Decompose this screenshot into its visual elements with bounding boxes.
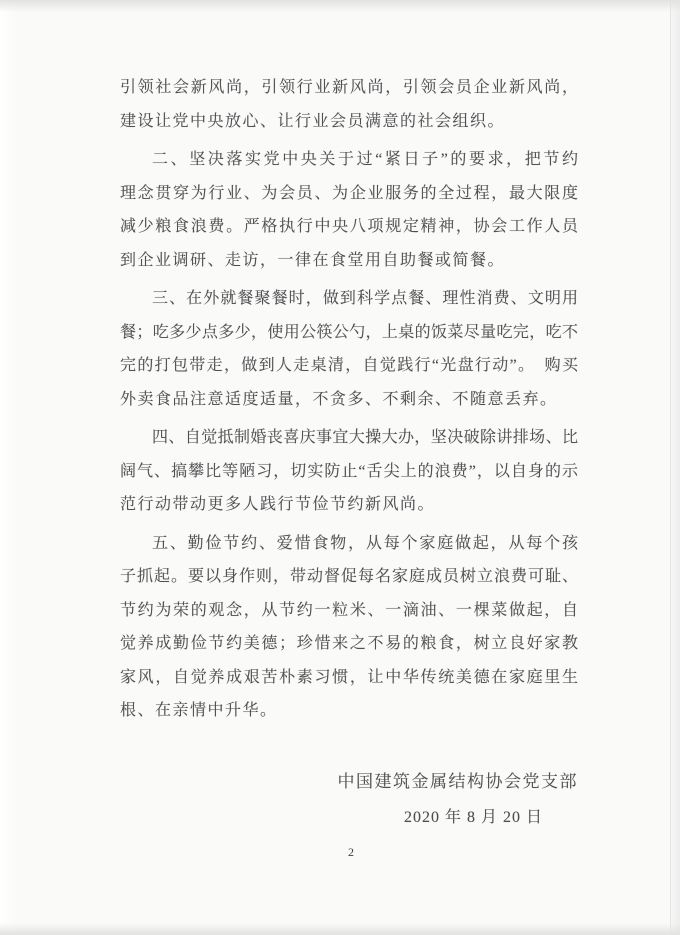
paragraph: [120, 71, 578, 138]
text-line: 餐；吃多少点多少，使用公筷公勺，上桌的饭菜尽量吃完，吃不: [120, 323, 578, 341]
scan-edge-top: [0, 0, 680, 14]
text-line: 理念贯穿为行业、为会员、为企业服务的全过程，最大限度: [120, 184, 578, 202]
paragraph: [120, 282, 578, 416]
text-line: 五、勤俭节约、爱惜食物，从每个家庭做起，从每个孩: [152, 534, 578, 552]
scan-edge-left: [0, 0, 16, 935]
text-line: 范行动带动更多人践行节俭节约新风尚。: [120, 496, 436, 513]
paragraph: [120, 143, 578, 277]
text-line: 节约为荣的观念，从节约一粒米、一滴油、一棵菜做起，自: [120, 601, 578, 619]
paragraph: [120, 421, 578, 522]
text-line: 三、在外就餐聚餐时，做到科学点餐、理性消费、文明用: [152, 290, 578, 307]
text-line: 建设让党中央放心、让行业会员满意的社会组织。: [120, 112, 506, 130]
text-line: 完的打包带走，做到人走桌清，自觉践行“光盘行动”。 购买: [120, 357, 578, 374]
text-line: 外卖食品注意适度适量，不贪多、不剩余、不随意丢弃。: [120, 390, 558, 408]
text-line: 减少粮食浪费。严格执行中央八项规定精神，协会工作人员: [120, 218, 578, 235]
text-line: 根、在亲情中升华。: [120, 702, 278, 719]
text-line: 子抓起。要以身作则，带动督促每名家庭成员树立浪费可耻、: [120, 568, 578, 585]
text-line: 引领社会新风尚，引领行业新风尚，引领会员企业新风尚，: [120, 79, 578, 96]
scan-edge-right: [670, 0, 680, 935]
paragraph: [120, 527, 578, 728]
text-line: 四、自觉抵制婚丧喜庆事宜大操大办，坚决破除讲排场、比: [152, 429, 578, 446]
text-line: 二、坚决落实党中央关于过“紧日子”的要求，把节约: [152, 151, 578, 168]
text-line: 觉养成勤俭节约美德；珍惜来之不易的粮食，树立良好家教: [120, 635, 578, 652]
signature-date: 2020 年 8 月 20 日: [403, 809, 543, 826]
page-number: 2: [348, 845, 354, 859]
text-line: 到企业调研、走访，一律在食堂用自助餐或简餐。: [120, 251, 506, 269]
signature-organization: 中国建筑金属结构协会党支部: [337, 772, 578, 791]
document-body: [120, 71, 578, 728]
scan-edge-bottom: [0, 923, 680, 935]
text-line: 阔气、搞攀比等陋习，切实防止“舌尖上的浪费”，以自身的示: [120, 462, 578, 480]
text-line: 家风，自觉养成艰苦朴素习惯，让中华传统美德在家庭里生: [120, 668, 578, 686]
